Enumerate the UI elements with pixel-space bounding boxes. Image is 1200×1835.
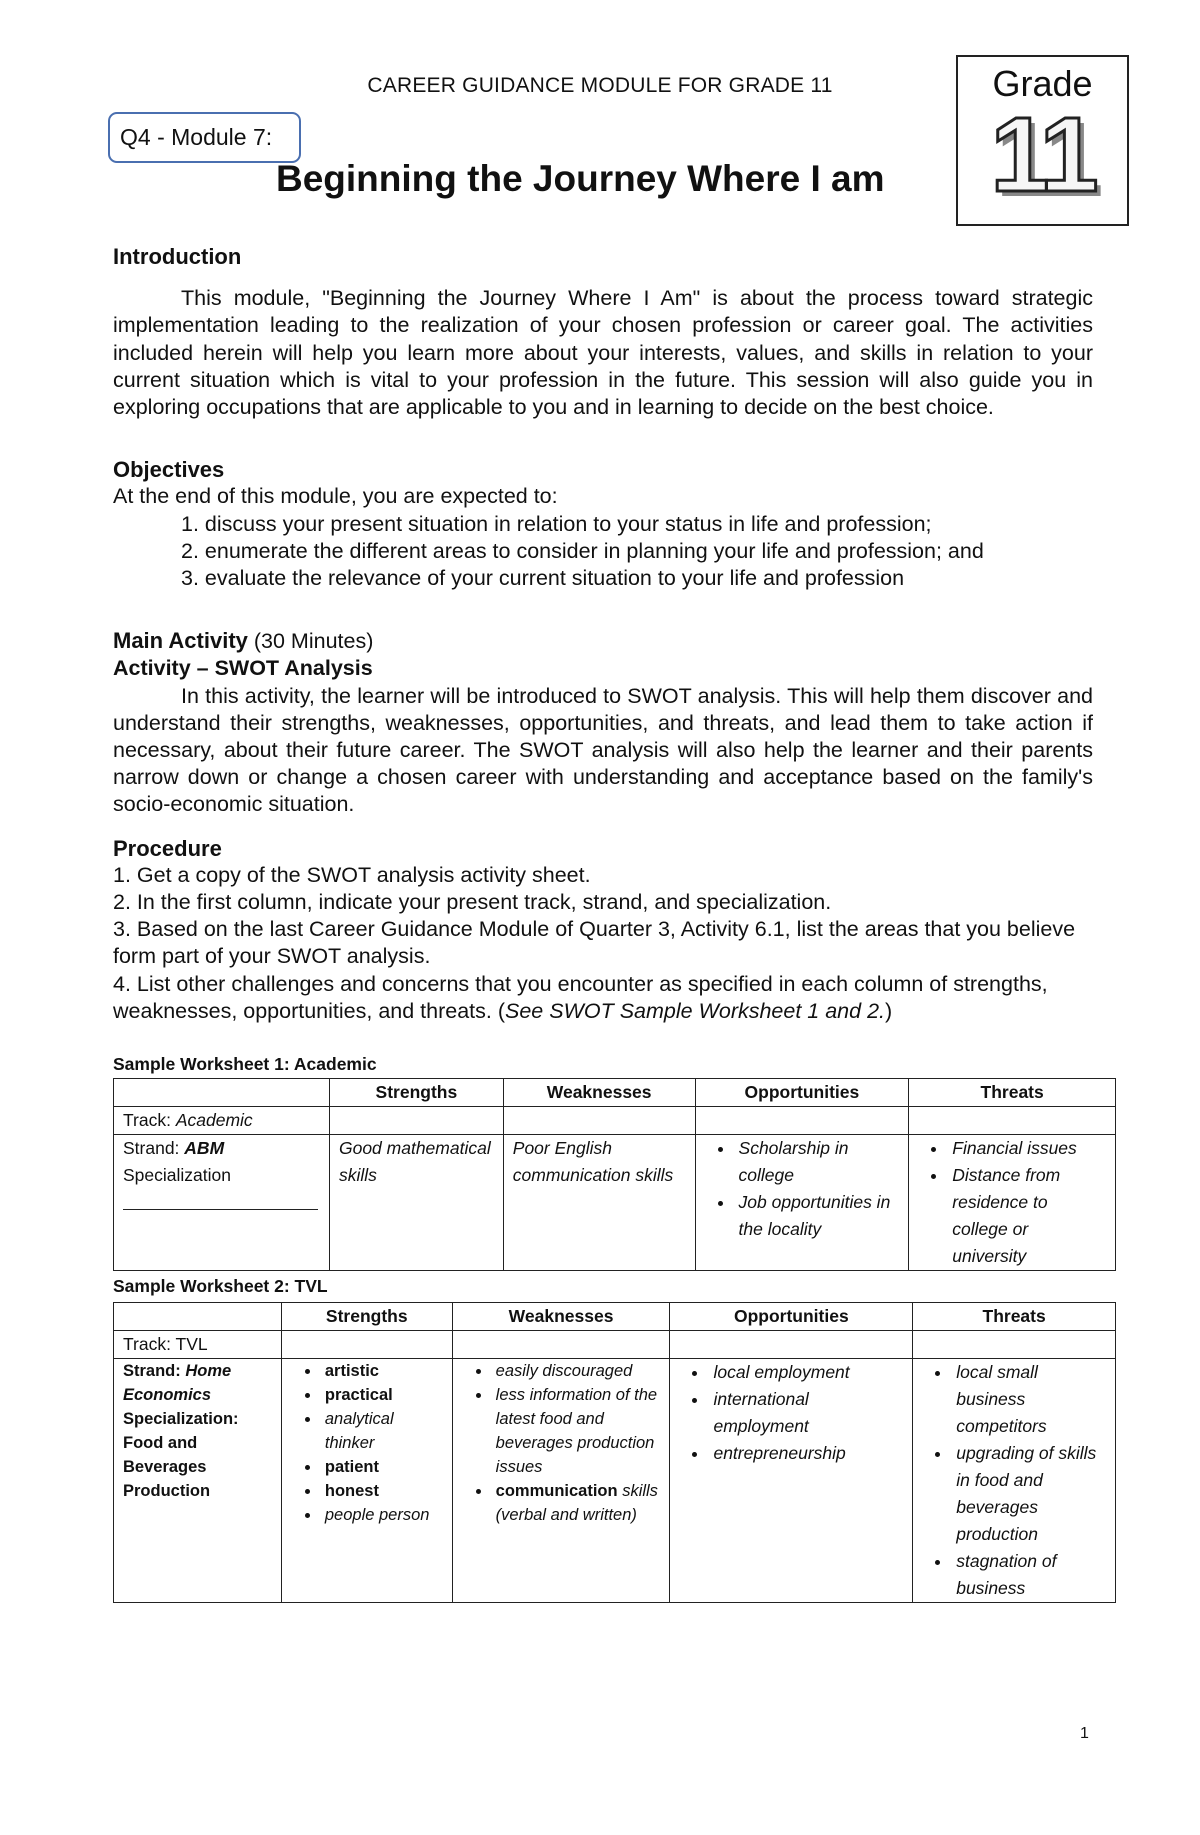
list-item: • people person [321,1503,443,1527]
table-header-cell: Weaknesses [452,1303,670,1331]
procedure-step-reference: See SWOT Sample Worksheet 1 and 2. [505,998,885,1023]
table-header-cell: Strengths [329,1079,503,1107]
objective-item: 1. discuss your present situation in relation to your status in life and profession; [181,511,932,536]
module-header-title: CAREER GUIDANCE MODULE FOR GRADE 11 [367,74,833,97]
table-header-row [114,1303,1116,1331]
opportunities-cell [670,1359,913,1603]
weakness-comm-bold: communication [495,1482,618,1501]
table-cell [670,1331,913,1359]
grade-label: Grade [992,63,1093,104]
list-item: • analytical thinker [321,1407,443,1455]
track-cell [114,1107,330,1135]
strand-cell [114,1135,330,1271]
list-item: • entrepreneurship [709,1440,903,1467]
objective-item: 2. enumerate the different areas to consider in planning your life and profession; and [181,538,984,563]
strengths-cell [281,1359,452,1603]
list-item: • Financial issues [948,1135,1106,1162]
list-item: • practical [321,1383,443,1407]
table-header-cell [114,1079,330,1107]
strand-value: Home Economics [123,1362,232,1405]
table-cell [329,1107,503,1135]
list-item: • easily discouraged [492,1359,661,1383]
table-header-cell: Weaknesses [503,1079,695,1107]
list-item: • artistic [321,1359,443,1383]
track-cell: Track: TVL [114,1331,282,1359]
table-cell [909,1107,1116,1135]
table-row [114,1359,1116,1603]
procedure-step-4 [113,971,1093,1025]
specialization-blank [123,1189,318,1210]
list-item: • Job opportunities in the locality [735,1189,900,1243]
track-label: Track: [123,1110,176,1131]
list-item [492,1479,661,1527]
list-item: • upgrading of skills in food and beverages production [952,1440,1106,1548]
activity-body: In this activity, the learner will be introduced to SWOT analysis. This will help them discover and understand their strengths, weaknesses, opportunities, and threats, and lead them to take action if necessary, about their future career. The SWOT analysis will also help the learner and their parents narrow down or change a chosen career with understanding and acceptance based on the family's socio-economic situation. [113,683,1093,817]
grade-number: 11 [990,96,1095,214]
strengths-cell: Good mathematical skills [329,1135,503,1271]
module-content [113,243,1097,1603]
main-activity-duration: (30 Minutes) [253,629,374,654]
table-header-cell: Strengths [281,1303,452,1331]
table-header-cell: Opportunities [695,1079,909,1107]
table-cell [913,1331,1116,1359]
grade-box [956,55,1129,226]
table-row [114,1331,1116,1359]
strand-cell [114,1359,282,1603]
worksheet2-title: Sample Worksheet 2: TVL [113,1276,328,1297]
main-activity-heading: Main Activity [113,628,248,654]
list-item: • stagnation of business [952,1548,1106,1602]
weaknesses-cell: Poor English communication skills [503,1135,695,1271]
specialization-label: Specialization [123,1165,231,1186]
objective-item: 3. evaluate the relevance of your current situation to your life and profession [181,566,905,591]
specialization-value: Food and Beverages Production [123,1434,211,1501]
procedure-step-text: 4. List other challenges and concerns that you encounter as specified in each column of strengths, weaknesses, opportunities, and threats. ( [113,971,1048,1023]
list-item: • local small business competitors [952,1359,1106,1440]
procedure-step: 1. Get a copy of the SWOT analysis activity sheet. [113,862,591,887]
list-item: • less information of the latest food and beverages production issues [492,1383,661,1479]
list-item: • patient [321,1455,443,1479]
table-cell [695,1107,909,1135]
table-row [114,1135,1116,1271]
list-item: • international employment [709,1386,903,1440]
table-cell [503,1107,695,1135]
track-value: Academic [175,1110,253,1131]
procedure-step: 3. Based on the last Career Guidance Module of Quarter 3, Activity 6.1, list the areas that you believe form part of your SWOT analysis. [113,917,1076,969]
objectives-lead: At the end of this module, you are expected to: [113,484,558,509]
opportunities-cell [695,1135,909,1271]
worksheet1-title: Sample Worksheet 1: Academic [113,1054,377,1075]
strand-label: Strand: [123,1362,186,1381]
strand-label: Strand: [123,1138,185,1159]
threats-cell [913,1359,1116,1603]
table-cell [452,1331,670,1359]
list-item: • honest [321,1479,443,1503]
strand-value: ABM [184,1138,225,1159]
introduction-heading: Introduction [113,244,242,269]
weakness-comm-rest: skills (verbal and written) [495,1482,658,1525]
specialization-label: Specialization: [123,1410,239,1429]
list-item: • Distance from residence to college or university [948,1162,1106,1270]
table-row [114,1107,1116,1135]
worksheet1-table [113,1078,1116,1271]
objectives-heading: Objectives [113,457,225,483]
table-header-cell [114,1303,282,1331]
procedure-heading: Procedure [113,835,222,861]
page-title: Beginning the Journey Where I am [276,158,885,199]
weaknesses-cell [452,1359,670,1603]
table-header-cell: Threats [909,1079,1116,1107]
table-header-cell: Threats [913,1303,1116,1331]
table-cell [281,1331,452,1359]
module-label-box: Q4 - Module 7: [108,112,301,163]
table-header-cell: Opportunities [670,1303,913,1331]
worksheet2-table [113,1302,1116,1603]
procedure-step-end: ) [885,998,893,1023]
activity-title: Activity – SWOT Analysis [113,656,373,681]
list-item: • local employment [709,1359,903,1386]
introduction-body: This module, "Beginning the Journey Where I Am" is about the process toward strategic implementation leading to the realization of your chosen profession or career goal. The activities included herein will help you learn more about your interests, values, and skills in relation to your current situation which is vital to your profession in the future. This session will also guide you in exploring occupations that are applicable to you and in learning to decide on the best choice. [113,286,1093,420]
table-header-row [114,1079,1116,1107]
main-activity-heading-line [113,627,1093,655]
procedure-step: 2. In the first column, indicate your present track, strand, and specialization. [113,890,832,915]
list-item: • Scholarship in college [735,1135,900,1189]
threats-cell [909,1135,1116,1271]
page-number: 1 [1080,1725,1089,1742]
